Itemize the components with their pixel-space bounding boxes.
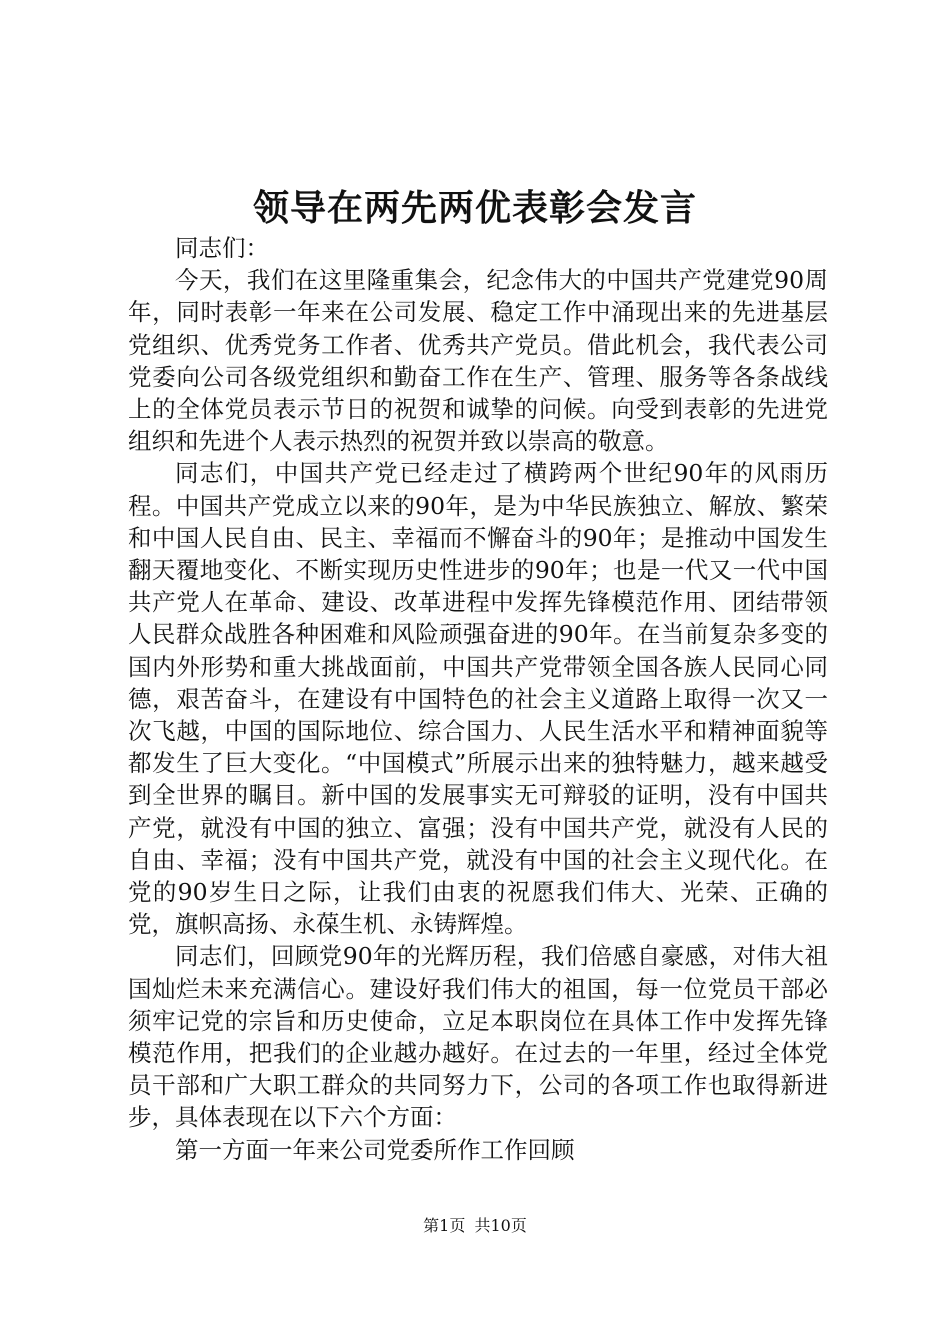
page-footer bbox=[0, 1215, 950, 1237]
page-total: 共10页 bbox=[474, 1216, 527, 1235]
body-paragraph-1: 今天，我们在这里隆重集会，纪念伟大的中国共产党建党90周年，同时表彰一年来在公司发展、稳定工作中涌现出来的先进基层党组织、优秀党务工作者、优秀共产党员。借此机会，我代表公司党委向公司各级党组织和勤奋工作在生产、管理、服务等各条战线上的全体党员表示节日的祝贺和诚挚的问候。向受到表彰的先进党组织和先进个人表示热烈的祝贺并致以崇高的敬意。 bbox=[128, 266, 828, 456]
body-paragraph-3: 同志们，回顾党90年的光辉历程，我们倍感自豪感，对伟大祖国灿烂未来充满信心。建设好我们伟大的祖国，每一位党员干部必须牢记党的宗旨和历史使命，立足本职岗位在具体工作中发挥先锋模范作用，把我们的企业越办越好。在过去的一年里，经过全体党员干部和广大职工群众的共同努力下，公司的各项工作也取得新进步，具体表现在以下六个方面： bbox=[128, 942, 828, 1132]
section-heading: 第一方面一年来公司党委所作工作回顾 bbox=[175, 1135, 575, 1164]
document-title: 领导在两先两优表彰会发言 bbox=[252, 187, 697, 229]
salutation-paragraph: 同志们： bbox=[175, 234, 269, 262]
body-paragraph-2: 同志们，中国共产党已经走过了横跨两个世纪90年的风雨历程。中国共产党成立以来的90年，是为中华民族独立、解放、繁荣和中国人民自由、民主、幸福而不懈奋斗的90年；是推动中国发生翻天覆地变化、不断实现历史性进步的90年；也是一代又一代中国共产党人在革命、建设、改革进程中发挥先锋模范作用、团结带领人民群众战胜各种困难和风险顽强奋进的90年。在当前复杂多变的国内外形势和重大挑战面前，中国共产党带领全国各族人民同心同德，艰苦奋斗，在建设有中国特色的社会主义道路上取得一次又一次飞越，中国的国际地位、综合国力、人民生活水平和精神面貌等都发生了巨大变化。“中国模式”所展示出来的独特魅力，越来越受到全世界的瞩目。新中国的发展事实无可辩驳的证明，没有中国共产党，就没有中国的独立、富强；没有中国共产党，就没有人民的自由、幸福；没有中国共产党，就没有中国的社会主义现代化。在党的90岁生日之际，让我们由衷的祝愿我们伟大、光荣、正确的党，旗帜高扬、永葆生机、永铸辉煌。 bbox=[128, 459, 828, 939]
document-body bbox=[128, 232, 828, 1166]
page-number: 第1页 bbox=[423, 1216, 466, 1235]
